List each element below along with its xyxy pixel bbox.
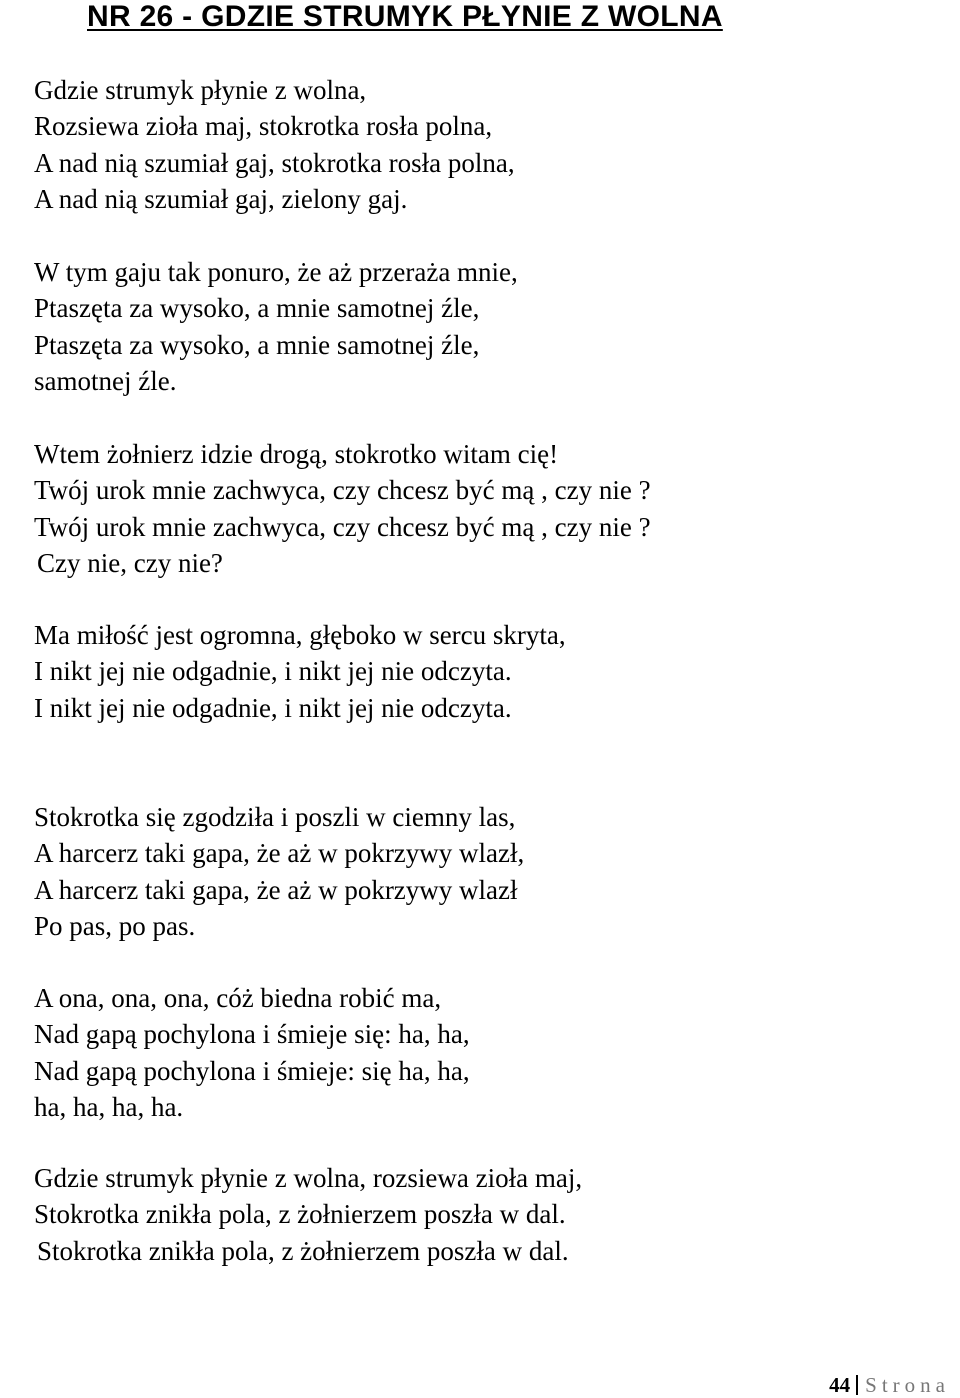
page-footer [829, 1373, 950, 1397]
lyric-line: A harcerz taki gapa, że aż w pokrzywy wlazł [34, 874, 518, 905]
lyric-line: Wtem żołnierz idzie drogą, stokrotko witam cię! [34, 439, 559, 469]
lyric-line: Gdzie strumyk płynie z wolna, rozsiewa zioła maj, [34, 1163, 583, 1193]
stanza-5 [34, 799, 524, 944]
lyric-line: A nad nią szumiał gaj, stokrotka rosła polna, [34, 147, 515, 178]
lyric-line: Gdzie strumyk płynie z wolna, [34, 75, 367, 105]
lyric-line: A nad nią szumiał gaj, zielony gaj. [34, 183, 408, 214]
lyric-line: W tym gaju tak ponuro, że aż przeraża mnie, [34, 257, 518, 287]
song-title: NR 26 - GDZIE STRUMYK PŁYNIE Z WOLNA [87, 0, 723, 33]
lyric-line: Stokrotka znikła pola, z żołnierzem poszła w dal. [37, 1235, 569, 1266]
lyric-line: Ptaszęta za wysoko, a mnie samotnej źle, [34, 293, 480, 324]
lyric-line: Nad gapą pochylona i śmieje się: ha, ha, [34, 1019, 470, 1050]
lyric-line: Twój urok mnie zachwyca, czy chcesz być mą , czy nie ? [34, 511, 651, 542]
lyric-line: Stokrotka znikła pola, z żołnierzem poszła w dal. [34, 1199, 566, 1230]
lyric-line: A harcerz taki gapa, że aż w pokrzywy wlazł, [34, 838, 525, 869]
lyric-line: samotnej źle. [34, 365, 177, 396]
stanza-4 [34, 617, 566, 726]
lyric-line: ha, ha, ha, ha. [34, 1091, 184, 1122]
lyric-line: I nikt jej nie odgadnie, i nikt jej nie odczyta. [34, 656, 512, 687]
page-label: Strona [865, 1373, 950, 1397]
lyric-line: Po pas, po pas. [34, 910, 196, 941]
lyric-line: A ona, ona, ona, cóż biedna robić ma, [34, 983, 442, 1013]
lyric-line: I nikt jej nie odgadnie, i nikt jej nie odczyta. [34, 692, 512, 723]
lyric-line: Ma miłość jest ogromna, głęboko w sercu skryta, [34, 620, 566, 650]
lyric-line: Rozsiewa zioła maj, stokrotka rosła polna, [34, 111, 493, 142]
lyric-line: Ptaszęta za wysoko, a mnie samotnej źle, [34, 329, 480, 360]
lyric-line: Czy nie, czy nie? [37, 547, 223, 578]
stanza-3 [34, 436, 651, 581]
lyric-line: Stokrotka się zgodziła i poszli w ciemny las, [34, 802, 516, 832]
page-number: 44 [829, 1373, 851, 1397]
footer-divider [856, 1375, 858, 1395]
stanza-1 [34, 72, 515, 217]
lyric-line: Twój urok mnie zachwyca, czy chcesz być mą , czy nie ? [34, 475, 651, 506]
lyric-line: Nad gapą pochylona i śmieje: się ha, ha, [34, 1055, 470, 1086]
stanza-7 [34, 1160, 582, 1269]
stanza-6 [34, 980, 470, 1125]
stanza-2 [34, 254, 518, 399]
